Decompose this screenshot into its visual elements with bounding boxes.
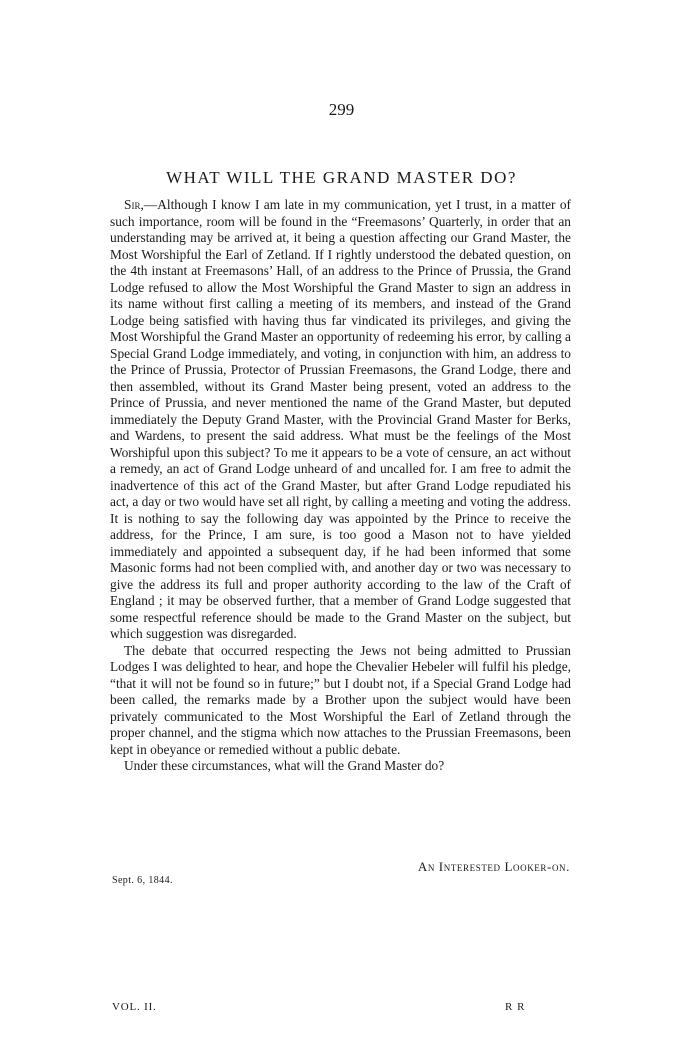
page-number: 299 xyxy=(328,100,355,119)
paragraph-1-text: —Although I know I am late in my communication, yet I trust, in a matter of such importance, room will be found in the “Freemasons’ Quarterly, in order that an understanding may be arrived at, it being a question affecting our Grand Master, the Most Worshipful the Earl of Zetland. If I rightly understood the debated question, on the 4th instant at Freemasons’ Hall, of an address to the Prince of Prussia, the Grand Lodge refused to allow the Most Worshipful the Grand Master to sign an address in its name without first calling a meeting of its members, and instead of the Grand Lodge being satisfied with having thus far vindicated its privileges, and giving the Most Worshipful the Grand Master an opportunity of redeeming his error, by calling a Special Grand Lodge immediately, and voting, in conjunction with him, an address to the Prince of Prussia, Protector of Prussian Freemasons, the Grand Lodge, there and then assembled, without its Grand Master being present, voted an address to the Prince of Prussia, and never mentioned the name of the Grand Master, but deputed immediately the Deputy Grand Master, with the Provincial Grand Master for Berks, and Wardens, to present the said address. What must be the feelings of the Most Worshipful upon this subject? To me it appears to be a vote of censure, an act without a remedy, an act of Grand Lodge unheard of and uncalled for. I am free to admit the inadvertence of this act of the Grand Master, but after Grand Lodge repudiated his act, a day or two would have set all right, by calling a meeting and voting the address. It is nothing to say the following day was appointed by the Prince to receive the address, for the Prince, I am sure, is too good a Mason not to have yielded immediately and appointed a subsequent day, if he had been informed that some Masonic forms had not been complied with, and another day or two was necessary to give the address its full and proper authority according to the law of the Craft of England ; it may be observed further, that a member of Grand Lodge suggested that some respectful reference should be made to the Grand Master on the subject, but which suggestion was disregarded. xyxy=(110,197,571,641)
letter-body xyxy=(110,197,571,775)
letter-date: Sept. 6, 1844. xyxy=(112,875,173,886)
signature-mark: R R xyxy=(505,1001,526,1013)
paragraph-1 xyxy=(110,197,571,643)
salutation: Sir, xyxy=(124,197,144,212)
signature: An Interested Looker-on. xyxy=(417,859,570,874)
paragraph-2: The debate that occurred respecting the Jews not being admitted to Prussian Lodges I was delighted to hear, and hope the Chevalier Hebeler will fulfil his pledge, “that it will not be found so in future;” but I doubt not, if a Special Grand Lodge had been called, the remarks made by a Brother upon the subject would have been privately communicated to the Most Worshipful the Earl of Zetland through the proper channel, and the stigma which now attaches to the Prussian Freemasons, been kept in obeyance or remedied without a public debate. xyxy=(110,642,571,757)
paragraph-3: Under these circumstances, what will the Grand Master do? xyxy=(124,758,445,773)
article-title: WHAT WILL THE GRAND MASTER DO? xyxy=(166,168,517,187)
volume-label: VOL. II. xyxy=(112,1001,157,1013)
